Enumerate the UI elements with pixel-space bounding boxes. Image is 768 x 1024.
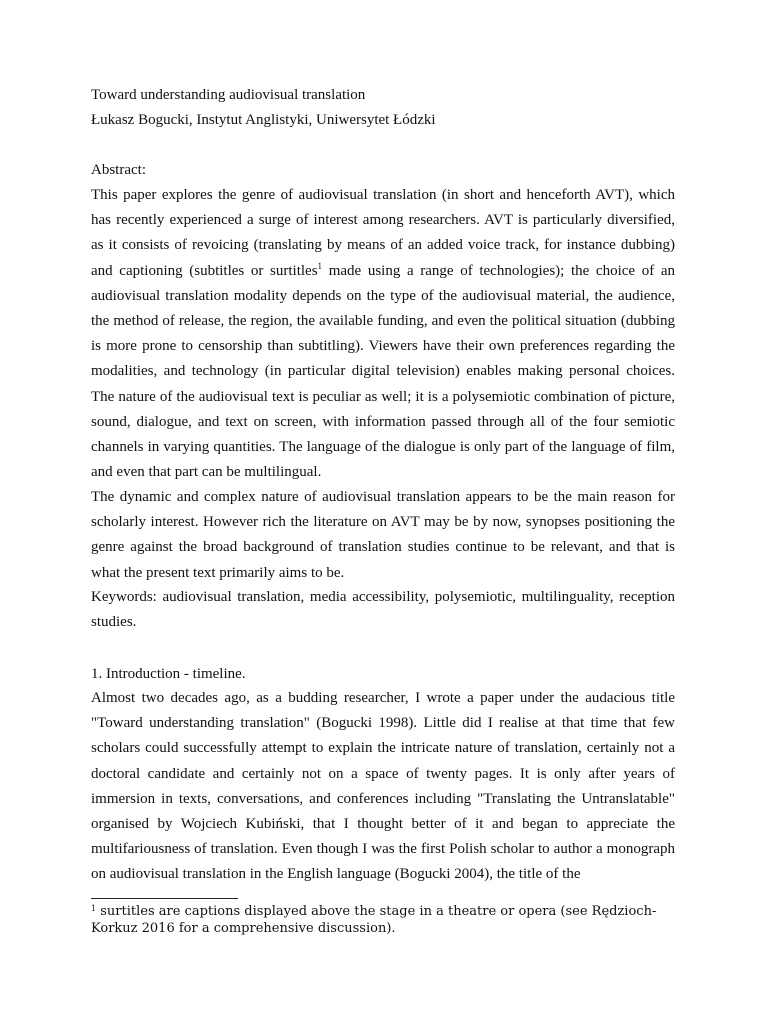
document-title: Toward understanding audiovisual translation (91, 87, 366, 103)
abstract-paragraph-2: The dynamic and complex nature of audiovisual translation appears to be the main reason for scholarly interest. However rich the literature on AVT may be by now, synopses positioning the genre against the broad background of translation studies continue to be relevant, and that is what the present text primarily aims to be. (91, 489, 675, 581)
footnote-text: surtitles are captions displayed above the stage in a theatre or opera (see Rędzioch-Korkuz 2016 for a comprehensive discussion). (91, 904, 657, 936)
footnote-marker: 1 (91, 904, 97, 913)
abstract-paragraph-1-text-a: This paper explores the genre of audiovisual translation (in short and henceforth AVT), which has recently experienced a surge of interest among researchers. AVT is particularly diversified, as it consists of revoicing (translating by means of an added voice track, for instance dubbing) and captioning (subtitles or surtitles (91, 187, 675, 279)
abstract-heading: Abstract: (91, 162, 146, 178)
author-affiliation: Łukasz Bogucki, Instytut Anglistyki, Uniwersytet Łódzki (91, 112, 436, 128)
abstract-paragraph-1 (91, 183, 675, 485)
footnote-separator (91, 898, 238, 899)
section-heading: 1. Introduction - timeline. (91, 666, 246, 682)
abstract-paragraph-1-text-b: made using a range of technologies); the choice of an audiovisual translation modality depends on the type of the audiovisual material, the audience, the method of release, the region, the available funding, and even the political situation (dubbing is more prone to censorship than subtitling). Viewers have their own preferences regarding the modalities, and technology (in particular digital television) enables making personal choices. The nature of the audiovisual text is peculiar as well; it is a polysemiotic combination of picture, sound, dialogue, and text on screen, with information passed through all of the four semiotic channels in varying quantities. The language of the dialogue is only part of the language of film, and even that part can be multilingual. (91, 262, 676, 481)
footnote-reference: 1 (317, 260, 323, 271)
introduction-paragraph: Almost two decades ago, as a budding researcher, I wrote a paper under the audacious title "Toward understanding translation" (Bogucki 1998). Little did I realise at that time that few scholars could successfully attempt to explain the intricate nature of translation, certainly not a doctoral candidate and certainly not on a space of twenty pages. It is only after years of immersion in texts, conversations, and conferences including "Translating the Untranslatable" organised by Wojciech Kubiński, that I thought better of it and began to appreciate the multifariousness of translation. Even though I was the first Polish scholar to author a monograph on audiovisual translation in the English language (Bogucki 2004), the title of the (91, 690, 675, 883)
footnote (91, 903, 675, 937)
keywords: Keywords: audiovisual translation, media accessibility, polysemiotic, multilinguality, reception studies. (91, 589, 675, 631)
